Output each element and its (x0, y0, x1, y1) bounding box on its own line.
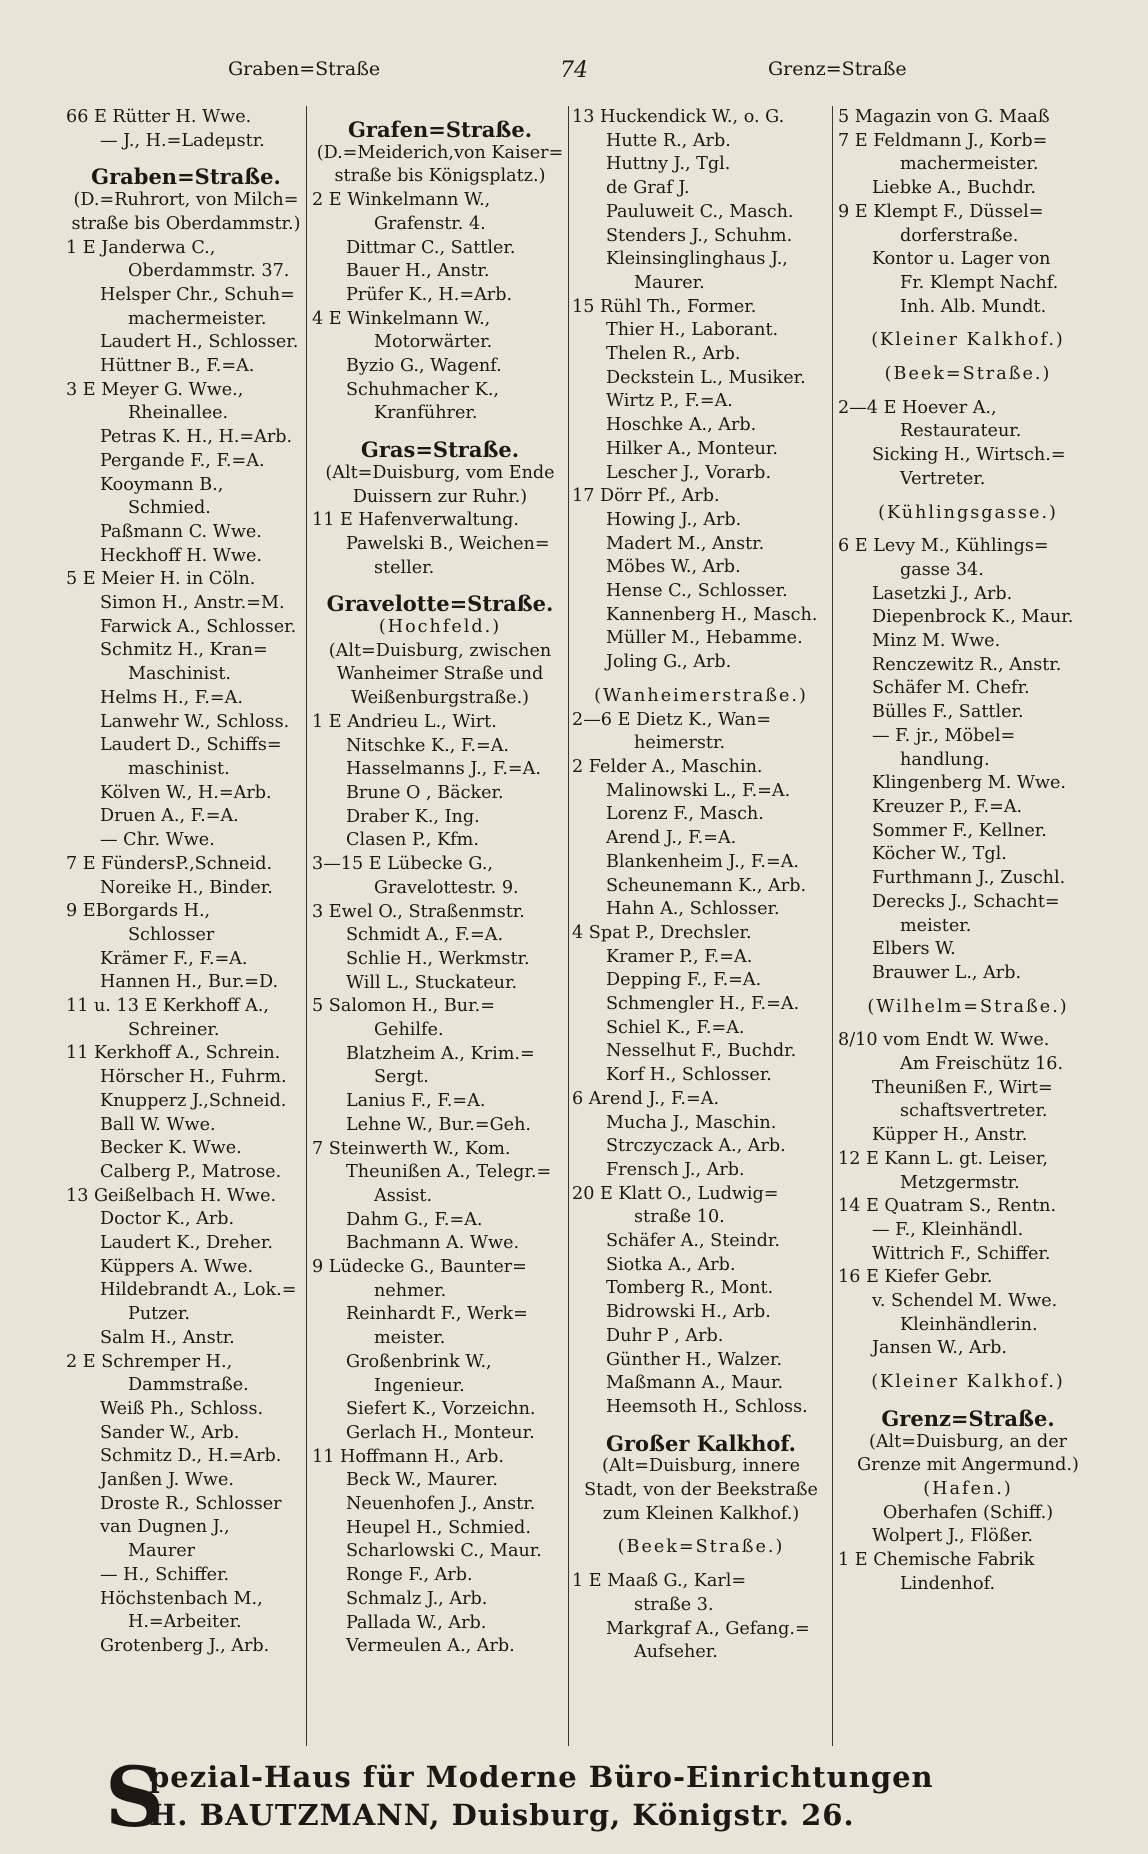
directory-entry: Ingenieur. (374, 1375, 465, 1396)
directory-entry: Malinowski L., F.=A. (606, 780, 791, 801)
directory-entry: Krämer F., F.=A. (100, 948, 248, 969)
directory-entry: (Beek=Straße.) (884, 364, 1052, 385)
directory-entry: Schmied. (128, 498, 211, 519)
directory-entry: Sergt. (374, 1067, 429, 1088)
directory-entry: 2 E Winkelmann W., (312, 190, 491, 211)
directory-entry: 12 E Kann L. gt. Leiser, (838, 1148, 1048, 1169)
directory-entry: (D.=Meiderich,von Kaiser= (316, 142, 564, 163)
directory-entry: Hoschke A., Arb. (606, 415, 757, 436)
directory-entry: Kooymann B., (100, 474, 224, 495)
directory-entry: Frensch J., Arb. (606, 1159, 745, 1180)
directory-entry: (Alt=Duisburg, vom Ende (325, 462, 555, 483)
street-heading: Grenz=Straße. (881, 1405, 1055, 1431)
directory-entry: Thier H., Laborant. (606, 320, 779, 341)
directory-entry: machermeister. (128, 308, 267, 329)
directory-entry: (Hochfeld.) (378, 617, 502, 638)
directory-entry: Schlie H., Werkmstr. (346, 948, 530, 969)
directory-entry: (Alt=Duisburg, innere (601, 1456, 801, 1477)
directory-entry: Gravelottestr. 9. (374, 877, 519, 898)
directory-entry: Ball W. Wwe. (100, 1114, 216, 1135)
directory-entry: Grenze mit Angermund.) (857, 1455, 1079, 1476)
directory-entry: Klingenberg M. Wwe. (872, 773, 1067, 794)
directory-entry: (Wilhelm=Straße.) (867, 996, 1069, 1017)
directory-entry: 17 Dörr Pf., Arb. (572, 486, 720, 507)
directory-entry: Maschinist. (128, 664, 231, 685)
column-3 (572, 106, 830, 1746)
directory-entry: Lorenz F., Masch. (606, 804, 764, 825)
directory-entry: Maßmann A., Maur. (606, 1373, 784, 1394)
directory-entry: Küpper H., Anstr. (872, 1125, 1028, 1146)
directory-entry: Kleinhändlerin. (900, 1314, 1038, 1335)
directory-entry: Laudert D., Schiffs= (100, 735, 282, 756)
directory-entry: 9 Lüdecke G., Baunter= (312, 1257, 527, 1278)
directory-entry: 11 Kerkhoff A., Schrein. (66, 1043, 281, 1064)
directory-entry: 11 Hoffmann H., Arb. (312, 1446, 504, 1467)
spacer (838, 1019, 1098, 1029)
directory-entry: Scharlowski C., Maur. (346, 1541, 542, 1562)
directory-entry: 2 E Schremper H., (66, 1351, 233, 1372)
directory-entry: Schiel K., F.=A. (606, 1017, 745, 1038)
spacer (838, 492, 1098, 502)
directory-entry: 20 E Klatt O., Ludwig= (572, 1183, 779, 1204)
directory-entry: Sander W., Arb. (100, 1422, 240, 1443)
directory-entry: Farwick A., Schlosser. (100, 616, 297, 637)
directory-entry: Blankenheim J., F.=A. (606, 851, 799, 872)
directory-entry: (D.=Ruhrort, von Milch= (73, 190, 299, 211)
directory-entry: 16 E Kiefer Gebr. (838, 1267, 993, 1288)
directory-entry: Sommer F., Kellner. (872, 820, 1047, 841)
directory-entry: — Chr. Wwe. (100, 830, 215, 851)
street-heading: Gras=Straße. (360, 437, 520, 462)
directory-entry: Inh. Alb. Mundt. (900, 296, 1047, 317)
directory-entry: Theunißen A., Telegr.= (346, 1162, 552, 1183)
directory-entry: — F., Kleinhändl. (872, 1219, 1024, 1240)
directory-entry: Markgraf A., Gefang.= (606, 1618, 810, 1639)
directory-entry: Stenders J., Schuhm. (606, 225, 793, 246)
directory-entry: Liebke A., Buchdr. (872, 178, 1036, 199)
directory-entry: 15 Rühl Th., Former. (572, 296, 757, 317)
directory-entry: (Kühlingsgasse.) (878, 502, 1058, 523)
directory-entry: 2—6 E Dietz K., Wan= (572, 709, 772, 730)
directory-entry: 11 E Hafenverwaltung. (312, 510, 520, 531)
directory-entry: Müller M., Hebamme. (606, 628, 803, 649)
directory-entry: Strczyczack A., Arb. (606, 1136, 786, 1157)
directory-entry: Calberg P., Matrose. (100, 1161, 282, 1182)
directory-entry: 3 Ewel O., Straßenmstr. (312, 901, 525, 922)
directory-entry: Möbes W., Arb. (606, 557, 741, 578)
directory-entry: Pawelski B., Weichen= (346, 533, 550, 554)
directory-entry: 7 E Feldmann J., Korb= (838, 130, 1048, 151)
directory-entry: 3—15 E Lübecke G., (312, 854, 494, 875)
directory-entry: Heupel H., Schmied. (346, 1517, 531, 1538)
directory-entry: 13 Huckendick W., o. G. (572, 107, 785, 127)
directory-entry: Petras K. H., H.=Arb. (100, 427, 293, 448)
directory-entry: Hahn A., Schlosser. (606, 899, 780, 920)
directory-entry: zum Kleinen Kalkhof.) (602, 1503, 800, 1524)
directory-entry: Restaurateur. (900, 421, 1022, 442)
directory-entry: Laudert K., Dreher. (100, 1233, 273, 1254)
directory-entry: Helms H., F.=A. (100, 687, 243, 708)
directory-entry: Furthmann J., Zuschl. (872, 868, 1066, 889)
directory-entry: Dahm G., F.=A. (346, 1209, 483, 1230)
directory-entry: Kontor u. Lager von (872, 249, 1051, 270)
directory-entry: Diepenbrock K., Maur. (872, 607, 1074, 628)
directory-entry: Gehilfe. (374, 1020, 444, 1041)
directory-entry: Rheinallee. (128, 403, 229, 424)
directory-entry: nehmer. (374, 1280, 447, 1301)
directory-entry: Fr. Klempt Nachf. (900, 272, 1059, 293)
directory-entry: Hannen H., Bur.=D. (100, 972, 279, 993)
directory-entry: schaftsvertreter. (900, 1101, 1048, 1122)
directory-entry: handlung. (900, 749, 990, 770)
directory-entry: 6 Arend J., F.=A. (572, 1088, 720, 1109)
directory-entry: Wolpert J., Flößer. (872, 1526, 1033, 1547)
directory-entry: Bachmann A. Wwe. (346, 1233, 520, 1254)
directory-entry: 7 E FündersP.,Schneid. (66, 853, 273, 874)
directory-entry: v. Schendel M. Wwe. (872, 1291, 1058, 1312)
directory-entry: Schäfer M. Chefr. (872, 678, 1030, 699)
directory-entry: Bülles F., Sattler. (872, 702, 1024, 723)
column-1 (66, 106, 306, 1746)
advert-line-1: pezial-Haus für Moderne Büro-Einrichtungen (149, 1760, 934, 1794)
directory-entry: 5 E Meier H. in Cöln. (66, 569, 256, 590)
directory-entry: (Hafen.) (923, 1478, 1013, 1499)
directory-entry: Siefert K., Vorzeichn. (346, 1399, 536, 1420)
directory-entry: Derecks J., Schacht= (872, 891, 1060, 912)
directory-entry: Thelen R., Arb. (606, 344, 741, 365)
directory-entry: — H., Schiffer. (100, 1564, 230, 1585)
directory-entry: Prüfer K., H.=Arb. (346, 284, 513, 305)
directory-entry: Küppers A. Wwe. (100, 1256, 254, 1277)
directory-entry: 4 Spat P., Drechsler. (572, 922, 752, 943)
directory-entry: Beck W., Maurer. (346, 1470, 498, 1491)
spacer (838, 387, 1098, 397)
directory-entry: Jansen W., Arb. (872, 1338, 1007, 1359)
directory-entry: Lehne W., Bur.=Geh. (346, 1114, 532, 1135)
directory-entry: straße bis Königsplatz.) (334, 166, 546, 187)
directory-entry: meister. (374, 1328, 446, 1349)
directory-entry: — F. jr., Möbel= (872, 725, 1016, 746)
directory-entry: 9 EBorgards H., (66, 901, 211, 922)
directory-entry: Pauluweit C., Masch. (606, 201, 794, 222)
directory-entry: Schreiner. (128, 1019, 220, 1040)
directory-entry: Maurer (128, 1541, 196, 1562)
directory-entry: Sicking H., Wirtsch.= (872, 445, 1066, 466)
directory-entry: Howing J., Arb. (606, 509, 742, 530)
directory-entry: (Wanheimerstraße.) (594, 685, 808, 706)
directory-entry: Am Freischütz 16. (900, 1054, 1064, 1075)
directory-entry: 13 Geißelbach H. Wwe. (66, 1185, 277, 1206)
directory-entry: Theunißen F., Wirt= (872, 1077, 1053, 1098)
directory-entry: Renczewitz R., Anstr. (872, 654, 1062, 675)
directory-entry: Kramer P., F.=A. (606, 946, 753, 967)
directory-entry: Weiß Ph., Schloss. (100, 1398, 264, 1419)
directory-entry: Kreuzer P., F.=A. (872, 796, 1023, 817)
directory-entry: Helsper Chr., Schuh= (100, 284, 295, 305)
directory-entry: van Dugnen J., (100, 1517, 230, 1538)
directory-entry: 5 Salomon H., Bur.= (312, 996, 495, 1017)
directory-entry: Blatzheim A., Krim.= (346, 1043, 535, 1064)
directory-entry: Kannenberg H., Masch. (606, 604, 818, 625)
directory-entry: 11 u. 13 E Kerkhoff A., (66, 996, 269, 1017)
directory-entry: Höchstenbach M., (100, 1588, 263, 1609)
directory-entry: Brune O , Bäcker. (346, 782, 504, 803)
directory-entry: Putzer. (128, 1304, 190, 1325)
directory-entry: Kranführer. (374, 403, 478, 424)
directory-entry: Byzio G., Wagenf. (346, 356, 502, 377)
directory-entry: Dittmar C., Sattler. (346, 237, 516, 258)
spacer (838, 525, 1098, 535)
directory-entry: 9 E Klempt F., Düssel= (838, 201, 1044, 222)
directory-entry: 4 E Winkelmann W., (312, 308, 491, 329)
directory-entry: (Beek=Straße.) (617, 1537, 785, 1558)
directory-entry: Weißenburgstraße.) (350, 688, 530, 709)
directory-entry: Bauer H., Anstr. (346, 261, 490, 282)
directory-entry: Ronge F., Arb. (346, 1565, 473, 1586)
directory-entry: Grafenstr. 4. (374, 213, 486, 234)
directory-entry: machermeister. (900, 154, 1039, 175)
directory-entry: Duhr P , Arb. (606, 1325, 724, 1346)
directory-entry: Noreike H., Binder. (100, 877, 273, 898)
directory-entry: Depping F., F.=A. (606, 970, 762, 991)
directory-entry: Aufseher. (634, 1642, 718, 1663)
directory-entry: Janßen J. Wwe. (100, 1470, 234, 1491)
directory-entry: Bidrowski H., Arb. (606, 1302, 771, 1323)
directory-entry: heimerstr. (634, 733, 726, 754)
directory-entry: Hüttner B., F.=A. (100, 356, 255, 377)
directory-entry: Druen A., F.=A. (100, 806, 239, 827)
directory-entry: Kölven W., H.=Arb. (100, 782, 272, 803)
directory-entry: Schmitz H., Kran= (100, 640, 268, 661)
directory-entry: Elbers W. (872, 939, 956, 960)
directory-entry: straße 10. (634, 1207, 725, 1228)
directory-entry: Lescher J., Vorarb. (606, 462, 772, 483)
directory-entry: Motorwärter. (374, 332, 493, 353)
running-header (0, 58, 1148, 88)
directory-entry: Scheunemann K., Arb. (606, 875, 807, 896)
directory-entry: steller. (374, 557, 435, 578)
header-left-street: Graben=Straße (228, 58, 381, 80)
column-4 (838, 106, 1098, 1746)
directory-entry: 3 E Meyer G. Wwe., (66, 379, 244, 400)
directory-entry: Heemsoth H., Schloss. (606, 1396, 808, 1417)
directory-entry: Günther H., Walzer. (606, 1349, 783, 1370)
directory-entry: Schuhmacher K., (346, 379, 500, 400)
directory-entry: Lanwehr W., Schloss. (100, 711, 290, 732)
directory-entry: straße bis Oberdammstr.) (71, 213, 301, 234)
column-divider (306, 106, 307, 1746)
directory-entry: Heckhoff H. Wwe. (100, 545, 262, 566)
directory-entry: — J., H.=Ladeμstr. (100, 130, 265, 151)
directory-entry: 5 Magazin von G. Maaß (838, 107, 1050, 127)
directory-entry: 1 E Maaß G., Karl= (572, 1571, 747, 1592)
directory-entry: Joling G., Arb. (606, 652, 732, 673)
directory-entry: Tomberg R., Mont. (606, 1278, 774, 1299)
directory-entry: Mucha J., Maschin. (606, 1112, 777, 1133)
directory-entry: Wirtz P., F.=A. (606, 391, 733, 412)
directory-entry: Schäfer A., Steindr. (606, 1231, 780, 1252)
directory-entry: Lanius F., F.=A. (346, 1091, 486, 1112)
directory-entry: gasse 34. (900, 559, 984, 580)
directory-entry: Droste R., Schlosser (100, 1493, 282, 1514)
spacer (572, 1560, 830, 1570)
directory-entry: Draber K., Ing. (346, 806, 480, 827)
directory-entry: 8/10 vom Endt W. Wwe. (838, 1030, 1050, 1051)
directory-entry: Arend J., F.=A. (606, 828, 737, 849)
directory-entry: Schmalz J., Arb. (346, 1588, 488, 1609)
directory-entry: (Alt=Duisburg, zwischen (328, 640, 552, 661)
directory-entry: Becker K. Wwe. (100, 1138, 242, 1159)
directory-entry: 66 E Rütter H. Wwe. (66, 107, 252, 127)
directory-entry: 2—4 E Hoever A., (838, 397, 997, 418)
directory-entry: H.=Arbeiter. (128, 1612, 242, 1633)
directory-entry: Stadt, von der Beekstraße (584, 1480, 818, 1501)
directory-entry: Neuenhofen J., Anstr. (346, 1494, 536, 1515)
directory-entry: de Graf J. (606, 178, 690, 199)
street-heading: Graben=Straße. (91, 164, 281, 190)
directory-entry: Vermeulen A., Arb. (346, 1636, 515, 1657)
directory-entry: Oberdammstr. 37. (128, 261, 290, 282)
directory-entry: dorferstraße. (900, 225, 1019, 246)
advert-line-2: H. BAUTZMANN, Duisburg, Königstr. 26. (149, 1798, 855, 1832)
directory-entry: 1 E Chemische Fabrik (838, 1550, 1035, 1571)
directory-entry: Grotenberg J., Arb. (100, 1636, 270, 1656)
directory-entry: 1 E Andrieu L., Wirt. (312, 711, 497, 732)
directory-entry: 1 E Janderwa C., (66, 237, 216, 258)
advertisement-banner (105, 1750, 1065, 1846)
street-heading: Gravelotte=Straße. (326, 591, 554, 617)
directory-entry: 14 E Quatram S., Rentn. (838, 1196, 1057, 1217)
directory-entry: Kleinsinglinghaus J., (606, 249, 788, 270)
directory-entry: maschinist. (128, 758, 230, 779)
directory-entry: Wanheimer Straße und (336, 664, 544, 685)
directory-entry: Pergande F., F.=A. (100, 450, 265, 471)
directory-entry: Köcher W., Tgl. (872, 844, 1007, 865)
directory-entry: Pallada W., Arb. (346, 1612, 487, 1633)
directory-entry: Knupperz J.,Schneid. (100, 1090, 287, 1111)
directory-entry: Hutte R., Arb. (606, 130, 731, 151)
directory-entry: Nitschke K., F.=A. (346, 735, 509, 756)
directory-entry: Vertreter. (900, 468, 986, 489)
directory-entry: Lindenhof. (900, 1573, 996, 1594)
directory-entry: (Alt=Duisburg, an der (868, 1431, 1068, 1452)
directory-entry: Großenbrink W., (346, 1351, 492, 1372)
directory-entry: Korf H., Schlosser. (606, 1065, 772, 1086)
directory-entry: Duissern zur Ruhr.) (352, 486, 528, 507)
directory-entry: Simon H., Anstr.=M. (100, 593, 285, 614)
directory-entry: Clasen P., Kfm. (346, 830, 479, 851)
directory-entry: Hilker A., Monteur. (606, 438, 778, 459)
directory-entry: 7 Steinwerth W., Kom. (312, 1138, 511, 1159)
directory-entry: Will L., Stuckateur. (346, 972, 518, 993)
directory-entry: Schmitz D., H.=Arb. (100, 1446, 282, 1467)
directory-entry: Wittrich F., Schiffer. (872, 1243, 1051, 1264)
directory-entry: 2 Felder A., Maschin. (572, 756, 763, 777)
directory-entry: Nesselhut F., Buchdr. (606, 1041, 797, 1062)
directory-entry: Dammstraße. (128, 1375, 249, 1396)
directory-entry: Huttny J., Tgl. (606, 154, 731, 175)
directory-entry: Schmengler H., F.=A. (606, 994, 800, 1015)
spacer (838, 319, 1098, 329)
advert-initial: S (105, 1750, 165, 1846)
directory-entry: Maurer. (634, 272, 705, 293)
spacer (838, 353, 1098, 363)
directory-entry: Schmidt A., F.=A. (346, 925, 504, 946)
directory-entry: Brauwer L., Arb. (872, 962, 1022, 983)
directory-entry: (Kleiner Kalkhof.) (871, 1372, 1065, 1393)
spacer (838, 1361, 1098, 1371)
directory-entry: Hasselmanns J., F.=A. (346, 759, 541, 780)
spacer (572, 1526, 830, 1536)
page-number: 74 (560, 58, 588, 83)
directory-entry: straße 3. (634, 1594, 714, 1615)
spacer (838, 986, 1098, 996)
directory-entry: Reinhardt F., Werk= (346, 1304, 528, 1325)
directory-entry: Schlosser (128, 924, 215, 945)
directory-entry: (Kleiner Kalkhof.) (871, 330, 1065, 351)
column-divider (832, 106, 833, 1746)
directory-entry: 6 E Levy M., Kühlings= (838, 536, 1049, 557)
directory-entry: Oberhafen (Schiff.) (882, 1502, 1054, 1523)
directory-entry: Deckstein L., Musiker. (606, 367, 806, 388)
directory-entry: Hildebrandt A., Lok.= (100, 1280, 297, 1301)
column-divider (568, 106, 569, 1746)
directory-entry: Doctor K., Arb. (100, 1209, 235, 1230)
directory-entry: Assist. (374, 1185, 433, 1206)
street-heading: Großer Kalkhof. (606, 1430, 796, 1456)
directory-entry: Paßmann C. Wwe. (100, 521, 262, 542)
directory-entry: Metzgermstr. (900, 1172, 1020, 1193)
directory-entry: Hense C., Schlosser. (606, 581, 788, 602)
directory-entry: Laudert H., Schlosser. (100, 332, 299, 353)
street-heading: Grafen=Straße. (347, 117, 533, 142)
directory-entry: Gerlach H., Monteur. (346, 1422, 535, 1443)
directory-entry: Minz M. Wwe. (872, 631, 1001, 652)
directory-entry: Salm H., Anstr. (100, 1327, 235, 1348)
directory-entry: Hörscher H., Fuhrm. (100, 1067, 287, 1088)
directory-entry: Siotka A., Arb. (606, 1254, 736, 1275)
directory-entry: Madert M., Anstr. (606, 533, 765, 554)
directory-entry: meister. (900, 915, 972, 936)
spacer (572, 675, 830, 685)
directory-entry: Lasetzki J., Arb. (872, 583, 1013, 604)
header-right-street: Grenz=Straße (768, 58, 907, 80)
column-2 (312, 106, 568, 1746)
